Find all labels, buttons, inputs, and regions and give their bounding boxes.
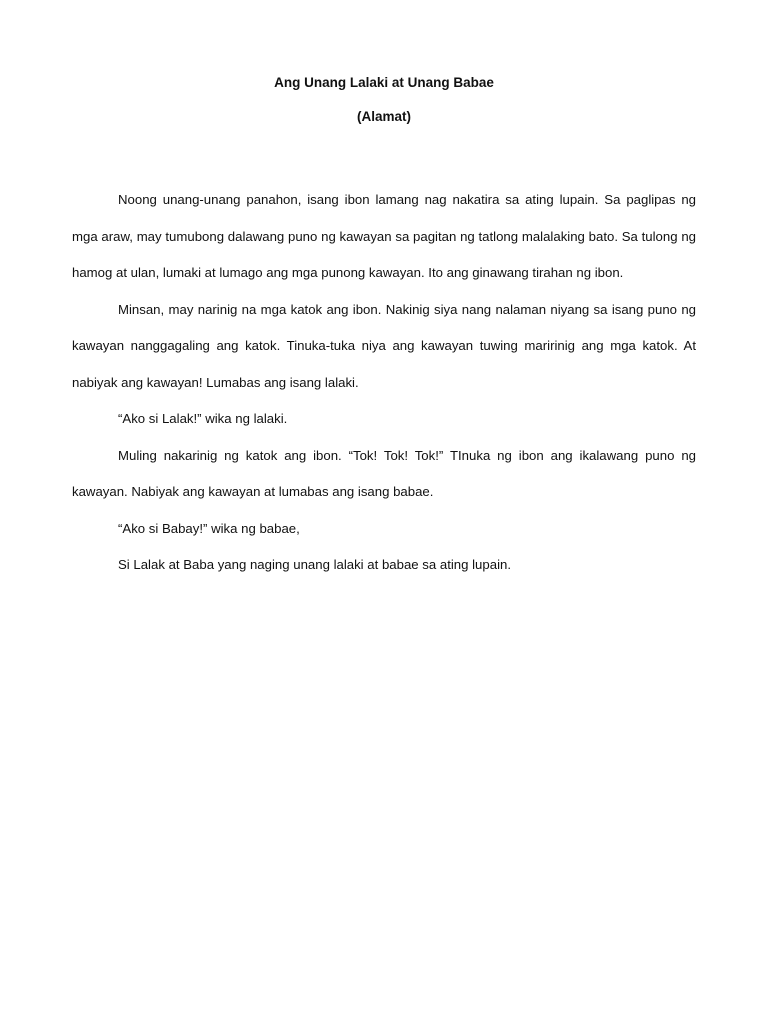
document-body — [72, 182, 696, 584]
document-title: Ang Unang Lalaki at Unang Babae — [274, 75, 494, 90]
paragraph-6: Si Lalak at Baba yang naging unang lalaki at babae sa ating lupain. — [118, 557, 511, 572]
paragraph-2: Minsan, may narinig na mga katok ang ibon. Nakinig siya nang nalaman niyang sa isang puno ng kawayan nanggagaling ang katok. Tinuka-tuka niya ang kawayan tuwing maririnig ang mga katok. At nabiyak ang kawayan! Lumabas ang isang lalaki. — [72, 301, 696, 390]
document-subtitle: (Alamat) — [356, 109, 411, 124]
paragraph-4: Muling nakarinig ng katok ang ibon. “Tok! Tok! Tok!” TInuka ng ibon ang ikalawang puno ng kawayan. Nabiyak ang kawayan at lumabas ang isang babae. — [72, 447, 696, 499]
paragraph-5: “Ako si Babay!” wika ng babae, — [118, 520, 300, 536]
paragraph-3: “Ako si Lalak!” wika ng lalaki. — [118, 411, 288, 426]
paragraph-1: Noong unang-unang panahon, isang ibon lamang nag nakatira sa ating lupain. Sa paglipas ng mga araw, may tumubong dalawang puno ng kawayan sa pagitan ng tatlong malalaking bato. Sa tulong ng hamog at ulan, lumaki at lumago ang mga punong kawayan. Ito ang ginawang tirahan ng ibon. — [72, 192, 696, 280]
